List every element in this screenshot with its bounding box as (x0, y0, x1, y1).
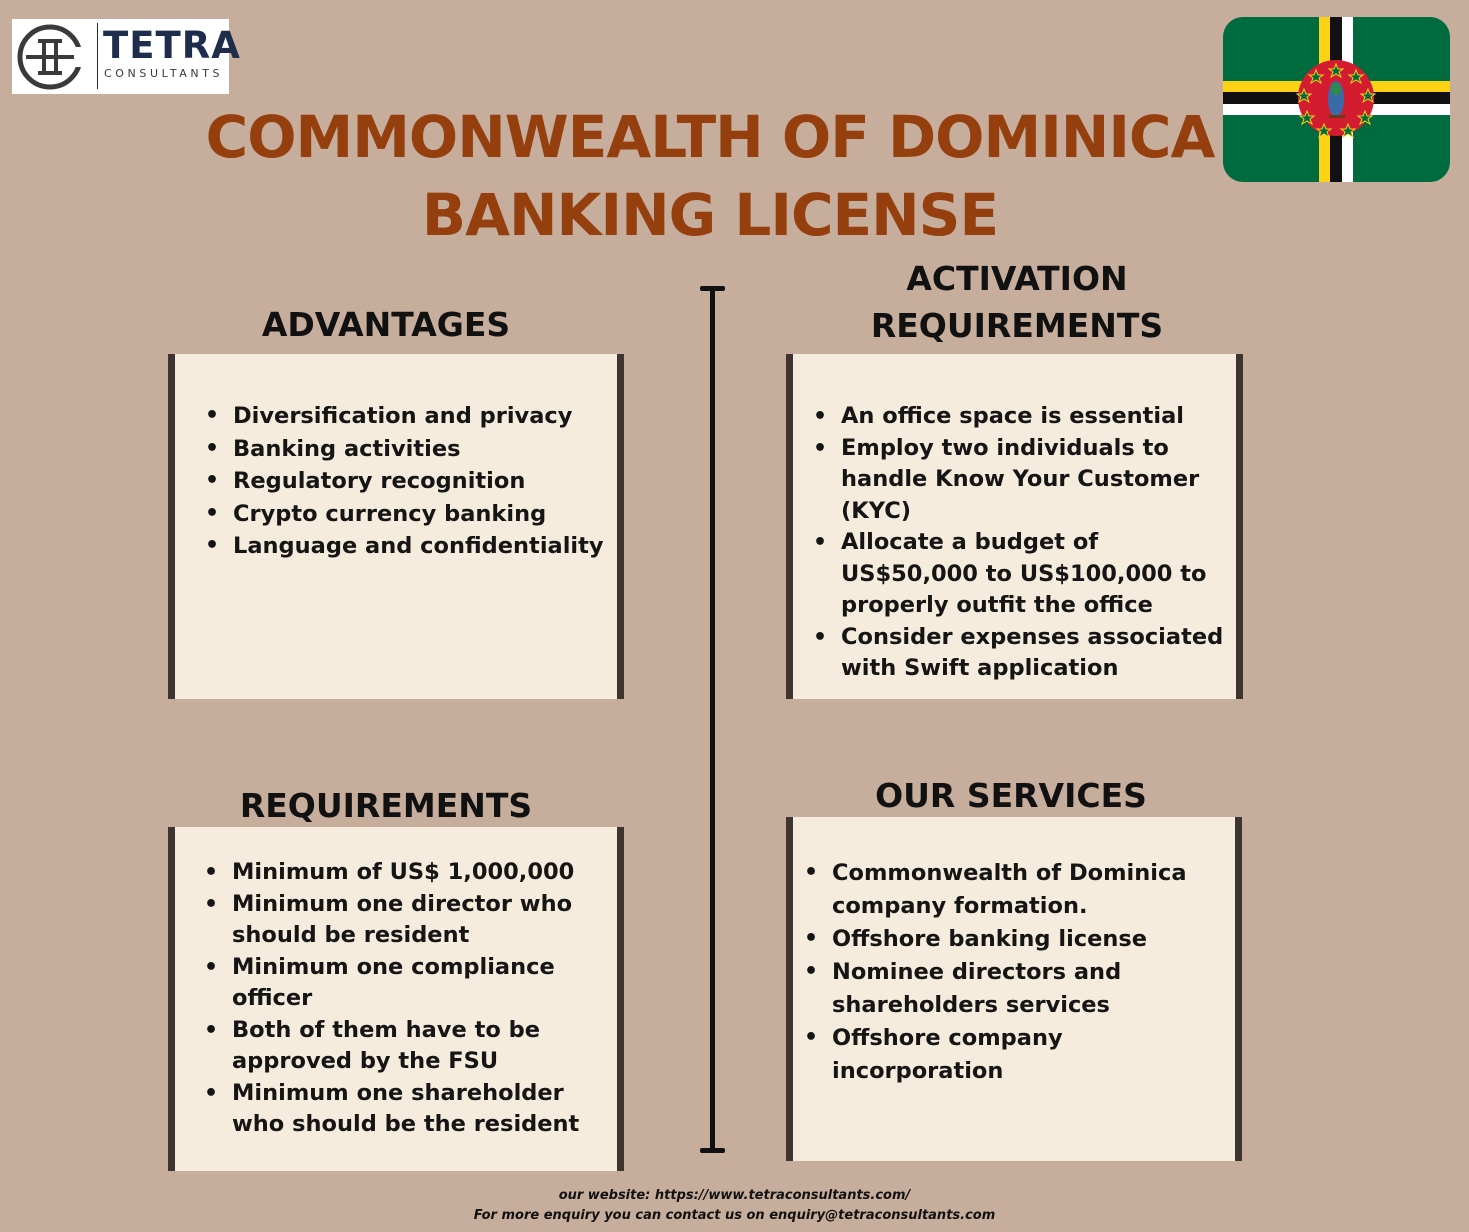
list-item: • Minimum one director who should be resident (204, 889, 599, 952)
list-item: • Banking activities (205, 433, 605, 466)
title-line-1: COMMONWEALTH OF DOMINICA (205, 103, 1215, 171)
services-heading (786, 772, 1236, 819)
list-item: • Employ two individuals to handle Know Your Customer (KYC) (813, 433, 1228, 528)
list-item: • Minimum of US$ 1,000,000 (204, 857, 599, 889)
vertical-divider (710, 288, 715, 1152)
list-item: • Allocate a budget of US$50,000 to US$100,000 to properly outfit the office (813, 527, 1228, 622)
list-item: • Offshore company incorporation (804, 1022, 1229, 1088)
services-heading-text: OUR SERVICES (875, 776, 1147, 815)
services-list (804, 857, 1229, 1088)
divider-bottom-cap (700, 1148, 725, 1153)
tetra-cross-circle-icon (14, 21, 86, 93)
list-item: • Both of them have to be approved by the FSU (204, 1015, 599, 1078)
list-item: • Minimum one shareholder who should be the resident (204, 1078, 599, 1141)
activation-heading-line-2: REQUIREMENTS (870, 306, 1164, 345)
advantages-panel (168, 354, 624, 699)
advantages-heading (168, 301, 604, 348)
list-item: • Offshore banking license (804, 923, 1229, 956)
activation-heading-line-1: ACTIVATION (906, 259, 1128, 298)
services-panel (786, 817, 1242, 1161)
tetra-logo (12, 19, 241, 94)
activation-list (813, 401, 1228, 685)
logo-divider (97, 23, 98, 89)
requirements-list (204, 857, 599, 1141)
list-item: • Nominee directors and shareholders services (804, 956, 1229, 1022)
title-line-2: BANKING LICENSE (421, 181, 999, 249)
list-item: • Diversification and privacy (205, 400, 605, 433)
logo-subtitle: CONSULTANTS (104, 67, 224, 80)
requirements-heading-text: REQUIREMENTS (239, 786, 533, 825)
advantages-heading-text: ADVANTAGES (261, 305, 511, 344)
footer-website[interactable]: our website: https://www.tetraconsultants.com/ (558, 1188, 911, 1203)
list-item: • Minimum one compliance officer (204, 952, 599, 1015)
footer-contact[interactable]: For more enquiry you can contact us on enquiry@tetraconsultants.com (473, 1208, 996, 1223)
activation-panel (786, 354, 1243, 699)
list-item: • Commonwealth of Dominica company formation. (804, 857, 1229, 923)
requirements-heading (168, 782, 604, 829)
advantages-list (205, 400, 605, 563)
activation-heading (786, 255, 1248, 349)
list-item: • An office space is essential (813, 401, 1228, 433)
requirements-panel (168, 827, 624, 1171)
divider-top-cap (700, 286, 725, 291)
list-item: • Crypto currency banking (205, 498, 605, 531)
list-item: • Consider expenses associated with Swift application (813, 622, 1228, 685)
logo-brand: TETRA (103, 24, 241, 67)
page-title (160, 98, 1260, 254)
list-item: • Regulatory recognition (205, 465, 605, 498)
list-item: • Language and confidentiality (205, 530, 605, 563)
